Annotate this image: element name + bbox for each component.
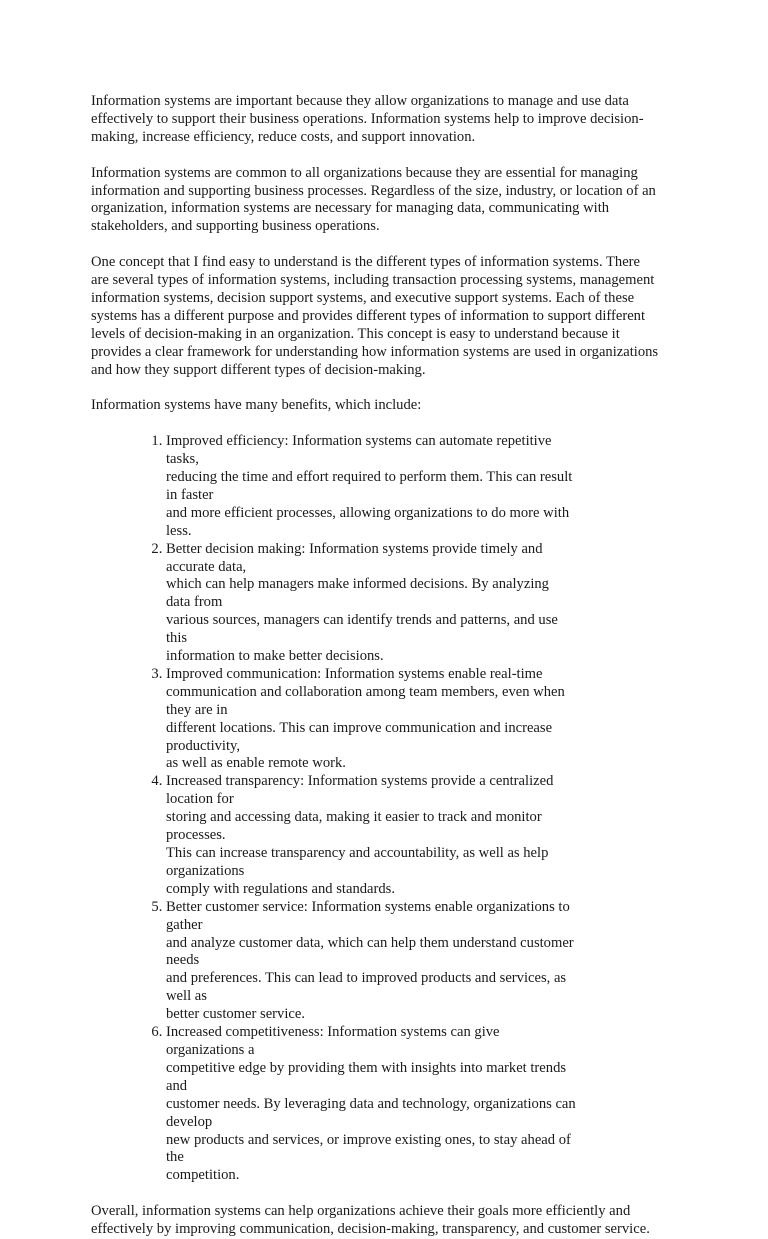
benefit-item-decision-making: 2. Better decision making: Information systems provide timely and accurate data, which can help managers make informed decisions. By analyzing data from various sources, managers can identify trends and patterns, and use this information to make better decisions. — [166, 541, 576, 666]
benefit-item-communication: 3. Improved communication: Information systems enable real-time communication and collaboration among team members, even when they are in different locations. This can improve communication and increase productivity, as well as enable remote work. — [166, 666, 576, 773]
benefit-item-customer-service: 5. Better customer service: Information systems enable organizations to gather and analyze customer data, which can help them understand customer needs and preferences. This can lead to improved products and services, as well as better customer service. — [166, 899, 576, 1024]
paragraph-benefits-intro: Information systems have many benefits, which include: — [91, 397, 422, 414]
paragraph-importance: Information systems are important because they allow organizations to manage and use data effectively to support their business operations. Information systems help to improve decision- making, increase efficiency, reduce costs, and support innovation. — [91, 93, 644, 145]
benefit-item-competitiveness: 6. Increased competitiveness: Information systems can give organizations a competitive edge by providing them with insights into market trends and customer needs. By leveraging data and technology, organizations can develop new products and services, or improve existing ones, to stay ahead of the competition. — [166, 1024, 576, 1185]
benefits-list — [91, 433, 576, 1185]
paragraph-concept: One concept that I find easy to understand is the different types of information systems. There are several types of information systems, including transaction processing systems, management information systems, decision support systems, and executive support systems. Each of these systems has a different purpose and provides different types of information to support different levels of decision-making in an organization. This concept is easy to understand because it provides a clear framework for understanding how information systems are used in organizations and how they support different types of decision-making. — [91, 254, 659, 378]
paragraph-conclusion: Overall, information systems can help organizations achieve their goals more efficiently and effectively by improving communication, decision-making, transparency, and customer service. — [91, 1203, 650, 1238]
benefit-item-transparency: 4. Increased transparency: Information systems provide a centralized location for storing and accessing data, making it easier to track and monitor processes. This can increase transparency and accountability, as well as help organizations comply with regulations and standards. — [166, 773, 576, 898]
benefit-item-efficiency: 1. Improved efficiency: Information systems can automate repetitive tasks, reducing the time and effort required to perform them. This can result in faster and more efficient processes, allowing organizations to do more with less. — [166, 433, 576, 540]
paragraph-common: Information systems are common to all organizations because they are essential for managing information and supporting business processes. Regardless of the size, industry, or location of an organization, information systems are necessary for managing data, communicating with stakeholders, and supporting business operations. — [91, 164, 656, 235]
